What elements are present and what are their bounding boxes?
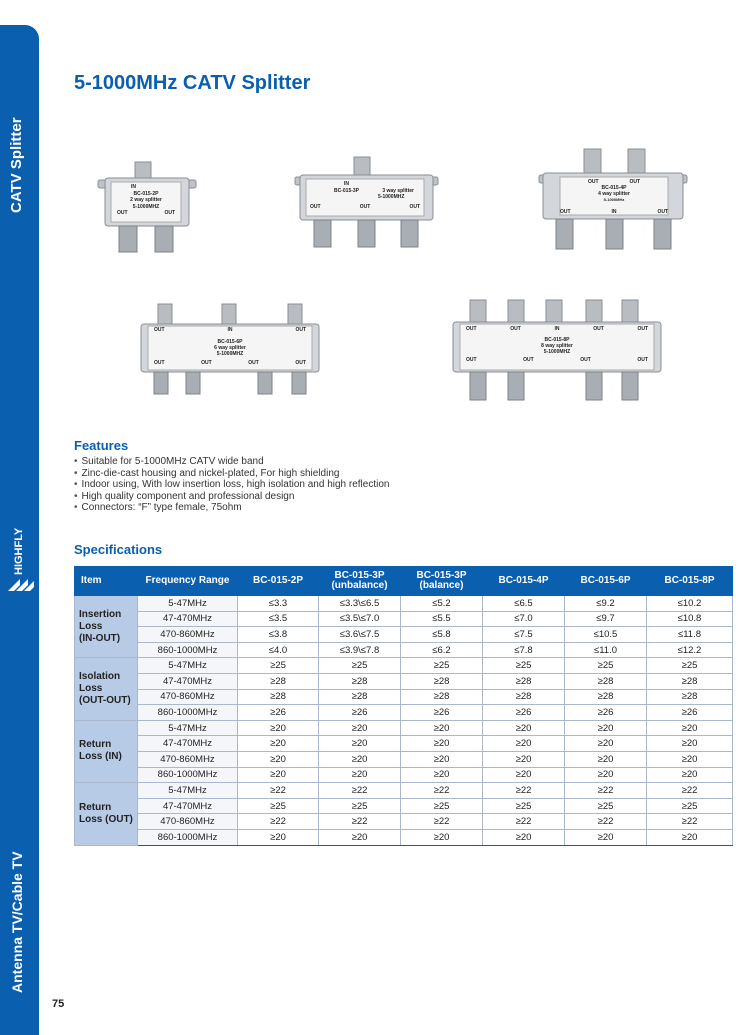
value-cell: ≥22 xyxy=(647,814,733,830)
highfly-logo: HIGHFLY xyxy=(4,495,36,595)
header-frequency: Frequency Range xyxy=(138,567,238,596)
value-cell: ≥25 xyxy=(565,658,647,674)
frequency-cell: 47-470MHz xyxy=(138,611,238,627)
table-row xyxy=(75,658,733,674)
value-cell: ≥25 xyxy=(483,658,565,674)
features-heading: Features xyxy=(74,438,129,453)
value-cell: ≤7.0 xyxy=(483,611,565,627)
table-row xyxy=(75,814,733,830)
value-cell: ≥25 xyxy=(319,658,401,674)
value-cell: ≥20 xyxy=(401,720,483,736)
product-image-4p: OUT OUT BC-015-4P 4 way splitter 5-1000MHz OUT IN OUT xyxy=(538,147,688,252)
value-cell: ≥20 xyxy=(401,751,483,767)
frequency-cell: 5-47MHz xyxy=(138,658,238,674)
value-cell: ≥20 xyxy=(647,767,733,783)
feature-item: • Zinc-die-cast housing and nickel-plated, For high shielding xyxy=(74,468,389,480)
group-label-cell xyxy=(75,783,138,845)
value-cell: ≥20 xyxy=(483,736,565,752)
table-row xyxy=(75,751,733,767)
feature-item: • Connectors: “F” type female, 75ohm xyxy=(74,502,389,514)
table-row xyxy=(75,736,733,752)
value-cell: ≥25 xyxy=(319,798,401,814)
group-label-line: Loss (IN) xyxy=(79,751,122,763)
value-cell: ≥20 xyxy=(565,829,647,845)
frequency-cell: 860-1000MHz xyxy=(138,767,238,783)
table-row xyxy=(75,705,733,721)
value-cell: ≥25 xyxy=(238,658,319,674)
group-label-line: Loss xyxy=(79,620,103,632)
value-cell: ≥22 xyxy=(401,814,483,830)
specifications-heading: Specifications xyxy=(74,542,163,557)
group-label-line: Return xyxy=(79,739,112,751)
group-label-line: Isolation xyxy=(79,671,121,683)
value-cell: ≤5.2 xyxy=(401,596,483,612)
table-row xyxy=(75,689,733,705)
header-3p-balance: BC-015-3P (balance) xyxy=(401,567,483,596)
value-cell: ≥28 xyxy=(401,689,483,705)
value-cell: ≥22 xyxy=(483,783,565,799)
value-cell: ≤11.0 xyxy=(565,642,647,658)
frequency-cell: 470-860MHz xyxy=(138,627,238,643)
value-cell: ≥25 xyxy=(238,798,319,814)
value-cell: ≤10.5 xyxy=(565,627,647,643)
frequency-cell: 5-47MHz xyxy=(138,720,238,736)
frequency-cell: 5-47MHz xyxy=(138,783,238,799)
value-cell: ≥28 xyxy=(483,673,565,689)
header-4p: BC-015-4P xyxy=(483,567,565,596)
value-cell: ≤10.8 xyxy=(647,611,733,627)
frequency-cell: 860-1000MHz xyxy=(138,642,238,658)
value-cell: ≥22 xyxy=(319,814,401,830)
header-2p: BC-015-2P xyxy=(238,567,319,596)
value-cell: ≥20 xyxy=(647,829,733,845)
value-cell: ≤5.8 xyxy=(401,627,483,643)
value-cell: ≤3.8 xyxy=(238,627,319,643)
sidebar-section-label: Antenna TV/Cable TV xyxy=(9,851,25,993)
table-row xyxy=(75,829,733,845)
table-header-row xyxy=(75,567,733,596)
table-row xyxy=(75,673,733,689)
page-title: 5-1000MHz CATV Splitter xyxy=(74,72,311,94)
value-cell: ≥22 xyxy=(238,783,319,799)
value-cell: ≥28 xyxy=(238,689,319,705)
value-cell: ≥26 xyxy=(401,705,483,721)
value-cell: ≥20 xyxy=(319,751,401,767)
value-cell: ≥28 xyxy=(401,673,483,689)
value-cell: ≥22 xyxy=(401,783,483,799)
value-cell: ≥28 xyxy=(319,689,401,705)
value-cell: ≤9.7 xyxy=(565,611,647,627)
value-cell: ≥25 xyxy=(483,798,565,814)
value-cell: ≤6.2 xyxy=(401,642,483,658)
value-cell: ≤6.5 xyxy=(483,596,565,612)
header-6p: BC-015-6P xyxy=(565,567,647,596)
page-number: 75 xyxy=(52,998,65,1010)
value-cell: ≤9.2 xyxy=(565,596,647,612)
specifications-table xyxy=(74,566,733,846)
value-cell: ≥20 xyxy=(319,829,401,845)
table-row xyxy=(75,783,733,799)
group-label-cell xyxy=(75,658,138,720)
value-cell: ≤10.2 xyxy=(647,596,733,612)
frequency-cell: 47-470MHz xyxy=(138,798,238,814)
value-cell: ≥20 xyxy=(483,720,565,736)
value-cell: ≤3.6\≤7.5 xyxy=(319,627,401,643)
header-item: Item xyxy=(75,567,138,596)
value-cell: ≥20 xyxy=(238,720,319,736)
product-image-6p: OUT IN OUT BC-015-6P 6 way splitter 5-1000MHZ OUT OUT OUT OUT xyxy=(140,302,320,397)
table-row xyxy=(75,596,733,612)
sidebar-category-label: CATV Splitter xyxy=(8,117,25,213)
value-cell: ≥20 xyxy=(647,720,733,736)
value-cell: ≤11.8 xyxy=(647,627,733,643)
value-cell: ≥20 xyxy=(565,736,647,752)
group-label-line: (IN-OUT) xyxy=(79,632,121,644)
value-cell: ≥28 xyxy=(647,673,733,689)
value-cell: ≥20 xyxy=(565,751,647,767)
value-cell: ≥20 xyxy=(565,767,647,783)
value-cell: ≥20 xyxy=(565,720,647,736)
value-cell: ≥25 xyxy=(647,658,733,674)
header-8p: BC-015-8P xyxy=(647,567,733,596)
frequency-cell: 47-470MHz xyxy=(138,673,238,689)
value-cell: ≤3.3 xyxy=(238,596,319,612)
value-cell: ≥20 xyxy=(238,829,319,845)
value-cell: ≥20 xyxy=(238,767,319,783)
value-cell: ≥28 xyxy=(238,673,319,689)
value-cell: ≥22 xyxy=(565,814,647,830)
table-row xyxy=(75,627,733,643)
value-cell: ≥26 xyxy=(565,705,647,721)
table-row xyxy=(75,720,733,736)
value-cell: ≥26 xyxy=(647,705,733,721)
group-label-line: Loss xyxy=(79,683,103,695)
value-cell: ≥20 xyxy=(647,736,733,752)
value-cell: ≤3.5 xyxy=(238,611,319,627)
group-label-line: Loss (OUT) xyxy=(79,813,133,825)
value-cell: ≥20 xyxy=(483,767,565,783)
frequency-cell: 860-1000MHz xyxy=(138,705,238,721)
value-cell: ≥20 xyxy=(401,736,483,752)
value-cell: ≥25 xyxy=(647,798,733,814)
value-cell: ≥22 xyxy=(238,814,319,830)
value-cell: ≥22 xyxy=(647,783,733,799)
value-cell: ≥26 xyxy=(483,705,565,721)
value-cell: ≤5.5 xyxy=(401,611,483,627)
value-cell: ≤3.3\≤6.5 xyxy=(319,596,401,612)
value-cell: ≥20 xyxy=(238,751,319,767)
value-cell: ≤3.9\≤7.8 xyxy=(319,642,401,658)
header-3p-unbalance: BC-015-3P (unbalance) xyxy=(319,567,401,596)
value-cell: ≥22 xyxy=(319,783,401,799)
value-cell: ≥20 xyxy=(319,736,401,752)
sidebar-band xyxy=(0,25,39,1035)
value-cell: ≥26 xyxy=(238,705,319,721)
value-cell: ≥20 xyxy=(319,767,401,783)
value-cell: ≥25 xyxy=(565,798,647,814)
value-cell: ≥28 xyxy=(565,673,647,689)
value-cell: ≤7.8 xyxy=(483,642,565,658)
product-image-3p: IN BC-015-3P 3 way splitter 5-1000MHZ OUT OUT OUT xyxy=(294,155,439,250)
frequency-cell: 470-860MHz xyxy=(138,751,238,767)
feature-item: • Suitable for 5-1000MHz CATV wide band xyxy=(74,456,389,468)
value-cell: ≥25 xyxy=(401,798,483,814)
value-cell: ≥20 xyxy=(238,736,319,752)
value-cell: ≥26 xyxy=(319,705,401,721)
group-label-cell xyxy=(75,720,138,782)
value-cell: ≥22 xyxy=(565,783,647,799)
value-cell: ≥22 xyxy=(483,814,565,830)
value-cell: ≥28 xyxy=(319,673,401,689)
value-cell: ≥28 xyxy=(483,689,565,705)
value-cell: ≤12.2 xyxy=(647,642,733,658)
value-cell: ≥20 xyxy=(401,829,483,845)
frequency-cell: 470-860MHz xyxy=(138,814,238,830)
table-row xyxy=(75,767,733,783)
group-label-line: Insertion xyxy=(79,608,122,620)
value-cell: ≤3.5\≤7.0 xyxy=(319,611,401,627)
value-cell: ≤4.0 xyxy=(238,642,319,658)
group-label-line: (OUT-OUT) xyxy=(79,695,131,707)
table-row xyxy=(75,611,733,627)
value-cell: ≥20 xyxy=(401,767,483,783)
frequency-cell: 5-47MHz xyxy=(138,596,238,612)
group-label-cell xyxy=(75,596,138,658)
value-cell: ≤7.5 xyxy=(483,627,565,643)
table-row xyxy=(75,798,733,814)
value-cell: ≥20 xyxy=(319,720,401,736)
feature-item: • Indoor using, With low insertion loss, high isolation and high reflection xyxy=(74,479,389,491)
frequency-cell: 470-860MHz xyxy=(138,689,238,705)
value-cell: ≥20 xyxy=(483,751,565,767)
value-cell: ≥20 xyxy=(483,829,565,845)
product-image-8p: OUT OUT IN OUT OUT BC-015-8P 8 way splitter 5-1000MHZ OUT OUT OUT OUT xyxy=(452,298,662,403)
frequency-cell: 860-1000MHz xyxy=(138,829,238,845)
value-cell: ≥28 xyxy=(647,689,733,705)
features-list xyxy=(74,456,389,514)
value-cell: ≥28 xyxy=(565,689,647,705)
product-image-2p: IN BC-015-2P 2 way splitter 5-1000MHZ OUT OUT xyxy=(97,160,197,255)
table-row xyxy=(75,642,733,658)
feature-item: • High quality component and professional design xyxy=(74,491,389,503)
group-label-line: Return xyxy=(79,801,112,813)
value-cell: ≥25 xyxy=(401,658,483,674)
value-cell: ≥20 xyxy=(647,751,733,767)
frequency-cell: 47-470MHz xyxy=(138,736,238,752)
